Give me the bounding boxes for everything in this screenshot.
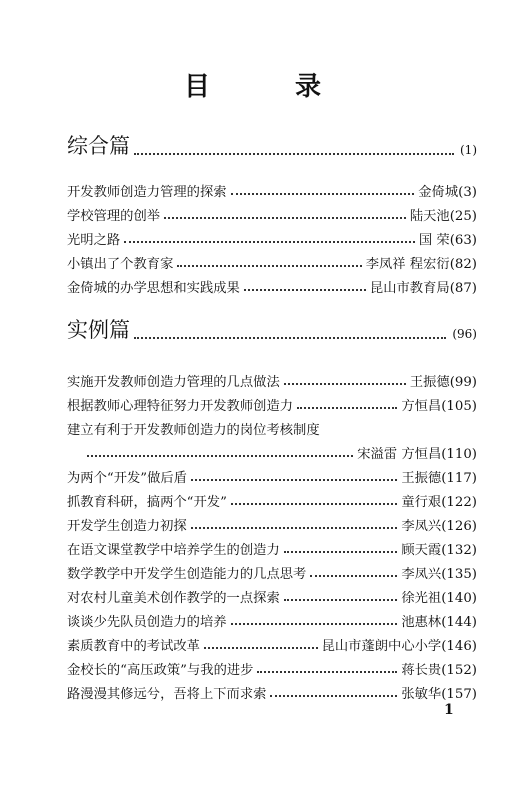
entry-author-page: 王振德(117) <box>401 471 477 486</box>
entry-title: 金校长的“高压政策”与我的进步 <box>67 663 254 678</box>
entry-title: 根据教师心理特征努力开发教师创造力 <box>67 399 294 414</box>
entry-author-page: 李凤兴(126) <box>401 519 477 534</box>
section-page: (1) <box>460 143 477 157</box>
entry-author-page: 王振德(99) <box>409 375 477 390</box>
toc-entry <box>67 606 477 630</box>
toc-entry-continuation <box>67 438 477 462</box>
toc-entry <box>67 462 477 486</box>
toc-entry <box>67 486 477 510</box>
entry-author-page: 张敏华(157) <box>401 687 477 702</box>
toc-list-general <box>67 176 477 296</box>
entry-title: 实施开发教师创造力管理的几点做法 <box>67 375 280 390</box>
entry-title: 抓教育科研，搞两个“开发” <box>67 495 227 510</box>
entry-author-page: 金倚城(3) <box>418 185 477 200</box>
toc-entry-title-only <box>67 414 477 438</box>
dot-leader <box>284 599 398 601</box>
dot-leader <box>297 407 397 409</box>
entry-author-page: 李凤祥 程宏衍(82) <box>365 257 477 272</box>
dot-leader <box>231 623 398 625</box>
toc-entry <box>67 582 477 606</box>
entry-author-page: 昆山市蓬朗中心小学(146) <box>321 639 477 654</box>
toc-entry <box>67 678 477 702</box>
entry-title: 开发教师创造力管理的探索 <box>67 185 227 200</box>
dot-leader <box>134 337 446 339</box>
entry-title: 开发学生创造力初探 <box>67 519 187 534</box>
toc-entry <box>67 558 477 582</box>
section-page: (96) <box>452 327 477 341</box>
entry-author-page: 方恒昌(105) <box>401 399 477 414</box>
toc-list-examples <box>67 366 477 702</box>
dot-leader <box>177 265 361 267</box>
entry-title: 对农村儿童美术创作教学的一点探索 <box>67 591 280 606</box>
toc-entry <box>67 630 477 654</box>
dot-leader <box>284 551 398 553</box>
entry-author-page: 徐光祖(140) <box>401 591 477 606</box>
toc-entry <box>67 272 477 296</box>
entry-title: 数学教学中开发学生创造能力的几点思考 <box>67 567 307 582</box>
section-heading-general <box>67 134 477 160</box>
dot-leader <box>87 455 353 457</box>
toc-entry <box>67 534 477 558</box>
entry-author-page: 李凤兴(135) <box>401 567 477 582</box>
section-label: 实例篇 <box>67 318 130 342</box>
entry-author-page: 宋溢雷 方恒昌(110) <box>357 447 477 462</box>
toc-entry <box>67 390 477 414</box>
entry-title: 素质教育中的考试改革 <box>67 639 200 654</box>
entry-author-page: 国 荣(63) <box>418 233 477 248</box>
entry-author-page: 顾天霞(132) <box>401 543 477 558</box>
dot-leader <box>191 479 397 481</box>
dot-leader <box>191 527 398 529</box>
dot-leader <box>244 289 366 291</box>
entry-title: 光明之路 <box>67 233 121 248</box>
page-title: 目 录 <box>183 72 360 102</box>
toc-entry <box>67 224 477 248</box>
entry-author-page: 陆天池(25) <box>409 209 477 224</box>
entry-title: 在语文课堂教学中培养学生的创造力 <box>67 543 280 558</box>
toc-entry <box>67 248 477 272</box>
entry-title: 小镇出了个教育家 <box>67 257 174 272</box>
section-heading-examples <box>67 318 477 344</box>
entry-title: 谈谈少先队员创造力的培养 <box>67 615 227 630</box>
dot-leader <box>310 575 397 577</box>
toc-entry <box>67 176 477 200</box>
toc-entry <box>67 366 477 390</box>
toc-entry <box>67 200 477 224</box>
dot-leader <box>284 383 406 385</box>
dot-leader <box>124 241 415 243</box>
dot-leader <box>134 153 454 155</box>
dot-leader <box>231 193 415 195</box>
toc-entry <box>67 510 477 534</box>
entry-author-page: 昆山市教育局(87) <box>369 281 477 296</box>
toc-entry <box>67 654 477 678</box>
dot-leader <box>231 503 397 505</box>
dot-leader <box>270 695 397 697</box>
entry-author-page: 蒋长贵(152) <box>401 663 477 678</box>
entry-title: 建立有利于开发教师创造力的岗位考核制度 <box>67 423 320 438</box>
dot-leader <box>164 217 406 219</box>
entry-title: 学校管理的创举 <box>67 209 161 224</box>
page-number: 1 <box>444 702 454 718</box>
section-label: 综合篇 <box>67 134 130 158</box>
entry-author-page: 童行艰(122) <box>401 495 477 510</box>
entry-title: 为两个“开发”做后盾 <box>67 471 187 486</box>
entry-title: 金倚城的办学思想和实践成果 <box>67 281 240 296</box>
dot-leader <box>204 647 318 649</box>
dot-leader <box>257 671 397 673</box>
entry-title: 路漫漫其修远兮，吾将上下而求索 <box>67 687 267 702</box>
entry-author-page: 池惠林(144) <box>401 615 477 630</box>
